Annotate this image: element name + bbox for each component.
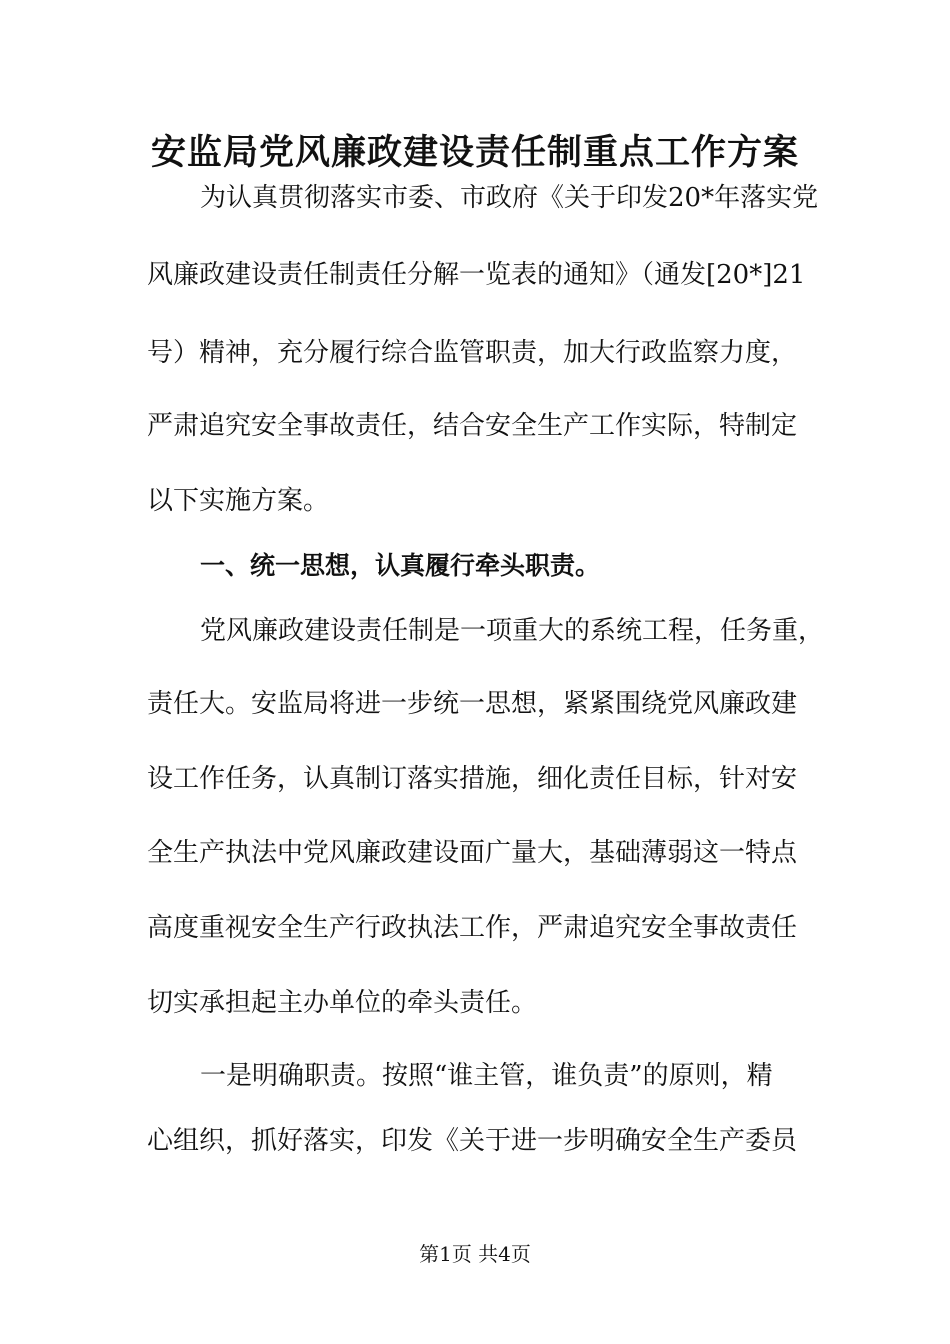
paragraph-line-7: 责任大。安监局将进一步统一思想，紧紧围绕党风廉政建 — [147, 689, 798, 719]
paragraph-line-1: 为认真贯彻落实市委、市政府《关于印发20*年落实党 — [200, 183, 819, 213]
paragraph-line-10: 高度重视安全生产行政执法工作，严肃追究安全事故责任 — [147, 913, 798, 943]
paragraph-line-9: 全生产执法中党风廉政建设面广量大，基础薄弱这一特点 — [147, 838, 798, 868]
paragraph-line-6: 党风廉政建设责任制是一项重大的系统工程，任务重， — [200, 616, 825, 646]
document-title: 安监局党风廉政建设责任制重点工作方案 — [150, 132, 799, 173]
paragraph-line-2: 风廉政建设责任制责任分解一览表的通知》（通发[20*]21 — [147, 260, 806, 290]
section-heading-1: 一、统一思想，认真履行牵头职责。 — [200, 551, 601, 580]
paragraph-line-13: 心组织，抓好落实，印发《关于进一步明确安全生产委员 — [147, 1126, 798, 1156]
paragraph-line-4: 严肃追究安全事故责任，结合安全生产工作实际，特制定 — [147, 411, 798, 441]
paragraph-line-8: 设工作任务，认真制订落实措施，细化责任目标，针对安 — [147, 764, 798, 794]
paragraph-line-3: 号）精神，充分履行综合监管职责，加大行政监察力度， — [147, 338, 798, 368]
paragraph-line-11: 切实承担起主办单位的牵头责任。 — [147, 988, 538, 1018]
paragraph-line-5: 以下实施方案。 — [147, 486, 330, 516]
page-number-footer: 第1页 共4页 — [419, 1242, 531, 1266]
paragraph-line-12: 一是明确职责。按照“谁主管，谁负责”的原则，精 — [200, 1061, 773, 1091]
